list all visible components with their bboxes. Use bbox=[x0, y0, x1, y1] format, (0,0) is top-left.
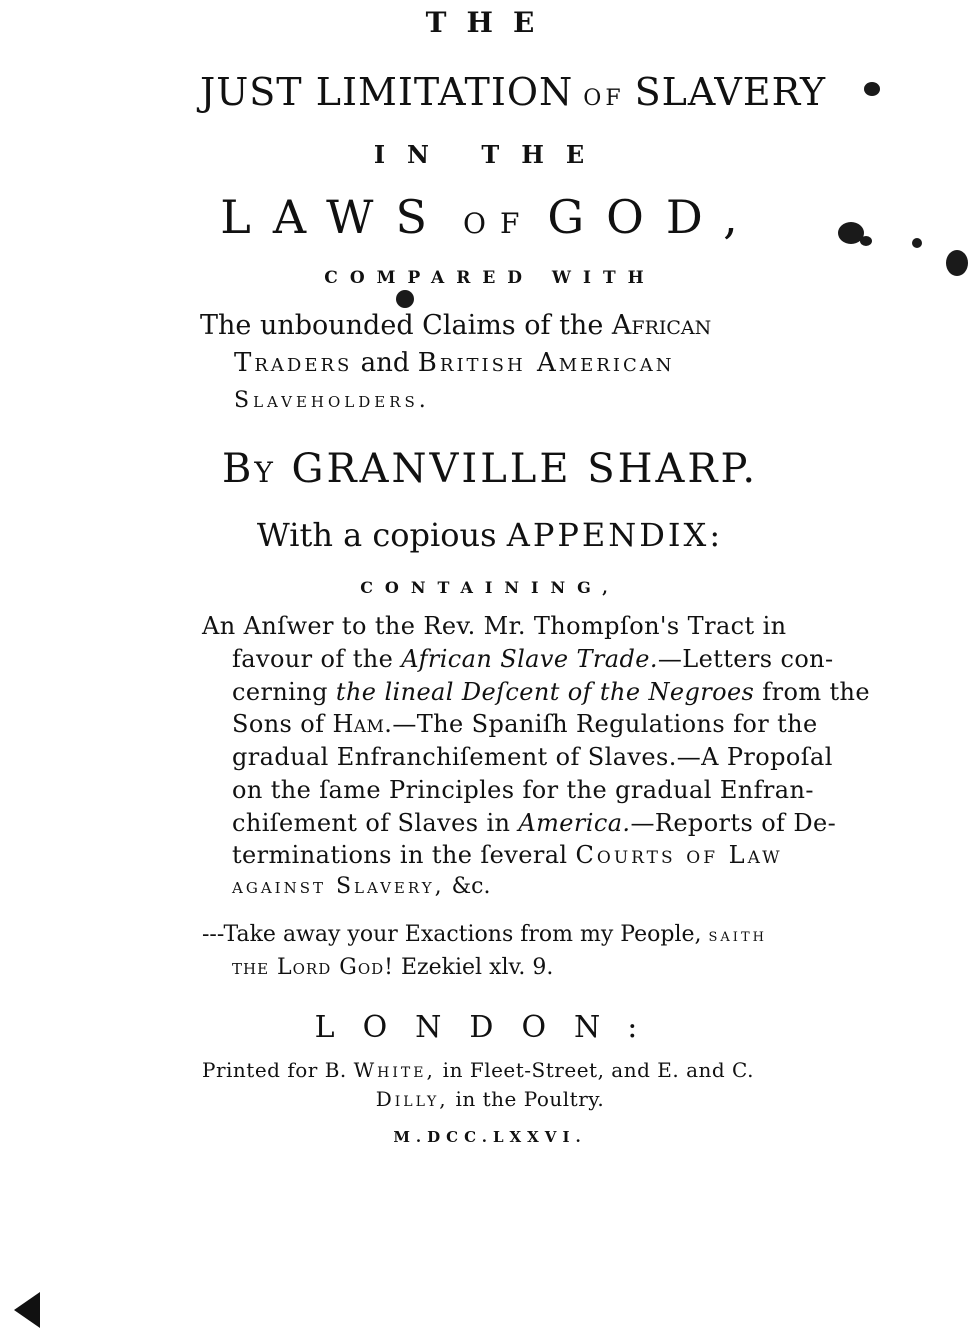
contents-smallcaps: against Slavery, bbox=[232, 874, 445, 899]
quotation-smallcaps: saith bbox=[708, 925, 767, 946]
appendix-line bbox=[0, 516, 980, 554]
contents-text: Sons of bbox=[232, 710, 333, 738]
contents-text: —The Spaniſh Regulations for the bbox=[392, 710, 818, 738]
with-copious-text: With a copious bbox=[256, 516, 507, 554]
ink-blot bbox=[396, 290, 414, 308]
imprint-line-2 bbox=[0, 1087, 980, 1111]
quotation-smallcaps: the Lord God! bbox=[232, 955, 394, 980]
imprint-text: in Fleet-Street, and E. and C. bbox=[435, 1058, 754, 1082]
compared-with: COMPARED WITH bbox=[324, 268, 656, 288]
of-connector: OF bbox=[583, 86, 625, 111]
publisher-dilly: Dilly, bbox=[375, 1087, 449, 1111]
contents-line-2 bbox=[232, 645, 834, 673]
contents-italic: African Slave Trade. bbox=[401, 645, 658, 673]
heading-laws-of-god bbox=[0, 190, 980, 244]
contents-text: terminations in the ſeveral bbox=[232, 841, 576, 869]
imprint-text: in the Poultry. bbox=[448, 1087, 605, 1111]
imprint-city: LONDON: bbox=[314, 1010, 666, 1045]
quotation-reference: Ezekiel xlv. 9. bbox=[394, 955, 554, 980]
contents-line-4 bbox=[232, 710, 818, 738]
of-connector-2: OF bbox=[462, 207, 534, 240]
contents-text: —Letters con- bbox=[657, 645, 834, 673]
african-text: African bbox=[611, 310, 712, 341]
contents-text: cerning bbox=[232, 678, 336, 706]
heading-in-the: IN THE bbox=[373, 140, 607, 169]
imprint-text: Printed for B. bbox=[202, 1058, 354, 1082]
ink-blot bbox=[946, 250, 968, 276]
quotation-text: ---Take away your Exactions from my People, bbox=[202, 922, 709, 947]
claims-line-2 bbox=[234, 348, 675, 378]
contents-smallcaps: Courts of Law bbox=[575, 841, 783, 869]
claims-line-3: Slaveholders. bbox=[234, 388, 430, 413]
quotation-line-2 bbox=[232, 955, 553, 980]
slavery-text: SLAVERY bbox=[634, 70, 827, 114]
quotation-line-1 bbox=[202, 922, 767, 947]
claims-text: The unbounded Claims of the bbox=[200, 310, 612, 341]
contents-line-1: An Anſwer to the Rev. Mr. Thompſon's Tract in bbox=[202, 612, 787, 640]
heading-the: THE bbox=[425, 6, 555, 39]
god-text: GOD, bbox=[547, 190, 760, 244]
british-american-text: British American bbox=[417, 348, 675, 378]
contents-text: —Reports of De- bbox=[630, 809, 837, 837]
contents-text: favour of the bbox=[232, 645, 402, 673]
page-turn-arrow-icon bbox=[14, 1292, 40, 1328]
ink-blot bbox=[860, 236, 872, 246]
author-name: GRANVILLE SHARP. bbox=[275, 446, 759, 492]
laws-text: LAWS bbox=[220, 190, 449, 244]
contents-italic: America. bbox=[518, 809, 631, 837]
contents-text: chiſement of Slaves in bbox=[232, 809, 519, 837]
contents-line-8 bbox=[232, 841, 783, 869]
imprint-year: M.DCC.LXXVI. bbox=[393, 1128, 587, 1146]
claims-line-1 bbox=[200, 310, 711, 341]
contents-smallcaps: Ham. bbox=[332, 710, 393, 738]
contents-italic: the lineal Deſcent of the Negroes bbox=[335, 678, 755, 706]
traders-text: Traders bbox=[234, 348, 353, 378]
contents-line-7 bbox=[232, 809, 836, 837]
contents-line-5: gradual Enfranchiſement of Slaves.—A Propoſal bbox=[232, 743, 833, 771]
contents-text: from the bbox=[754, 678, 871, 706]
imprint-line-1 bbox=[202, 1058, 754, 1082]
appendix-text: APPENDIX: bbox=[506, 516, 724, 554]
publisher-white: White, bbox=[353, 1058, 436, 1082]
by-text: By bbox=[221, 446, 276, 492]
just-limitation-text: JUST LIMITATION bbox=[200, 70, 574, 114]
contents-line-9 bbox=[232, 874, 491, 899]
contents-line-6: on the ſame Principles for the gradual Enfran- bbox=[232, 776, 814, 804]
heading-just-limitation bbox=[200, 70, 826, 114]
containing-label: CONTAINING, bbox=[360, 578, 620, 597]
and-text: and bbox=[352, 348, 418, 378]
author-line bbox=[0, 446, 980, 492]
contents-text: &c. bbox=[444, 874, 491, 899]
ink-blot bbox=[912, 238, 922, 248]
ink-blot bbox=[864, 82, 880, 96]
contents-line-3 bbox=[232, 678, 870, 706]
